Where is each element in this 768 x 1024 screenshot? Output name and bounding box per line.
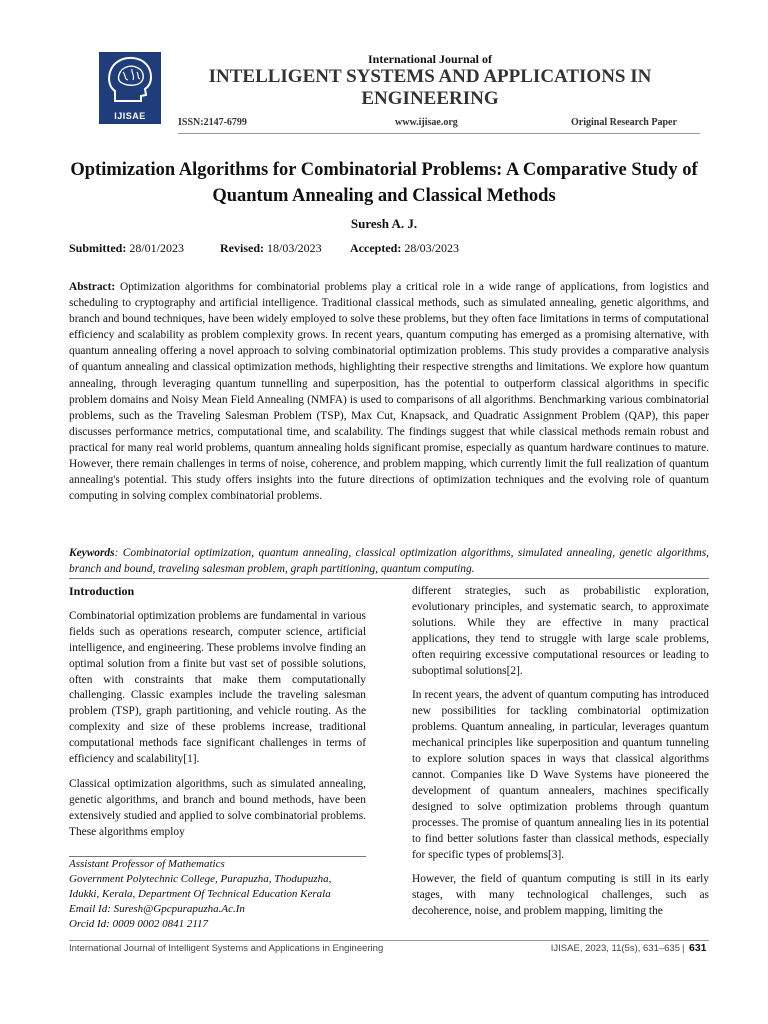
logo-text: IJISAE — [114, 111, 146, 121]
accepted-value: 28/03/2023 — [404, 241, 459, 255]
intro-paragraph-1: Combinatorial optimization problems are fundamental in various fields such as operations research, computer science, artificial intelligence, and engineering. These problems involve finding an optimal solution from a finite but vast set of possible solutions, often with constraints that make them computationally challenging. Classic examples include the traveling salesman problem (TSP), graph partitioning, and vehicle routing. As the complexity and size of these problems increase, traditional computational methods face significant challenges in terms of efficiency and scalability[1]. — [69, 609, 366, 766]
website-prefix: www. — [395, 117, 419, 128]
head-brain-icon — [105, 55, 155, 107]
keywords-label: Keywords — [69, 547, 115, 559]
accepted-date — [350, 241, 459, 256]
submitted-label: Submitted: — [69, 241, 127, 255]
intro-paragraph-2: Classical optimization algorithms, such as simulated annealing, genetic algorithms, and branch and bound methods, have been extensively studied and applied to solve combinatorial problems. These algorithms employ — [69, 777, 366, 838]
intro-paragraph-2-continued: different strategies, such as probabilistic exploration, evolutionary principles, and systematic search, to approximate solutions. While they are effective in many practical applications, they tend to struggle with large scale problems, often requiring excessive computational resources or leading to suboptimal solutions[2]. — [412, 585, 709, 677]
revised-label: Revised: — [220, 241, 264, 255]
journal-logo — [99, 52, 161, 124]
page-number: 631 — [689, 942, 707, 954]
issn: ISSN:2147-6799 — [178, 117, 247, 128]
footnote-position: Assistant Professor of Mathematics — [69, 858, 225, 870]
abstract — [69, 279, 709, 504]
revised-value: 18/03/2023 — [267, 241, 322, 255]
paper-type: Original Research Paper — [571, 117, 677, 128]
keywords-divider — [69, 578, 709, 579]
author-affiliation-footnote — [69, 857, 369, 932]
journal-name: INTELLIGENT SYSTEMS AND APPLICATIONS IN ENGINEERING — [208, 66, 652, 109]
footer-citation: IJISAE, 2023, 11(5s), 631–635 — [550, 943, 680, 954]
keywords-text: : Combinatorial optimization, quantum annealing, classical optimization algorithms, simulated annealing, genetic algorithms, branch and bound, traveling salesman problem, graph partitioning, quantum computing. — [69, 547, 709, 575]
website-domain: ijisae — [418, 117, 441, 128]
footer-divider — [69, 940, 709, 941]
abstract-label: Abstract: — [69, 281, 116, 293]
submitted-date — [69, 241, 184, 256]
footer-journal-name: International Journal of Intelligent Systems and Applications in Engineering — [69, 943, 384, 954]
abstract-text: Optimization algorithms for combinatorial problems play a critical role in a wide range of applications, from logistics and scheduling to cryptography and artificial intelligence. Traditional classical methods, such as simulated annealing, genetic algorithms, and branch and bound techniques, have been widely employed to solve these problems, but they often face limitations in terms of computational efficiency and scalability as problem complexity grows. In recent years, quantum computing has emerged as a promising alternative, with quantum annealing offering a novel approach to solving combinatorial optimization problems. This study provides a comparative analysis of quantum annealing and classical optimization methods, highlighting their respective strengths and limitations. We explore how quantum annealing, through leveraging quantum tunnelling and superposition, has the potential to outperform classical algorithms in specific problem domains and Noisy Mean Field Annealing (NMFA) is used to comparisons of all algorithms. Benchmarking various combinatorial problems, such as the Traveling Salesman Problem (TSP), Max Cut, Knapsack, and Quadratic Assignment Problem (QAP), this paper discusses performance metrics, computational time, and scalability. The findings suggest that while classical methods remain robust and practical for many real world problems, quantum annealing holds significant promise, especially as quantum hardware continues to mature. However, there remain challenges in terms of noise, coherence, and problem mapping, which currently limit the full realization of quantum annealing's potential. This study offers insights into the future directions of optimization techniques and the evolving role of quantum computing in solving complex combinatorial problems. — [69, 281, 709, 503]
paper-title: Optimization Algorithms for Combinatorial Problems: A Comparative Study of Quantum Annealing and Classical Methods — [70, 160, 698, 206]
footnote-email[interactable]: Email Id: Suresh@Gpcpurapuzha.Ac.In — [69, 903, 245, 915]
intro-paragraph-3: In recent years, the advent of quantum computing has introduced new possibilities for tackling combinatorial optimization problems. Quantum annealing, in particular, leverages quantum mechanical principles like superposition and quantum tunneling to explore solution spaces in ways that classical algorithms cannot. Companies like D Wave Systems have pioneered the development of quantum annealers, machines specifically designed to solve optimization problems through quantum processes. The promise of quantum annealing lies in its potential to find better solutions faster than classical methods, especially for specific types of problems[3]. — [412, 689, 709, 861]
website-suffix: .org — [440, 117, 458, 128]
author-name: Suresh A. J. — [350, 216, 418, 231]
section-heading-introduction: Introduction — [69, 584, 135, 598]
left-column — [69, 584, 366, 850]
footnote-institution: Government Polytechnic College, Purapuzha, Thodupuzha, — [69, 873, 332, 885]
intro-paragraph-4: However, the field of quantum computing is still in its early stages, with many technological challenges, such as decoherence, noise, and problem mapping, limiting the — [412, 873, 709, 918]
header-divider — [178, 133, 700, 134]
footer-separator: | — [682, 943, 685, 954]
accepted-label: Accepted: — [350, 241, 402, 255]
submitted-value: 28/01/2023 — [129, 241, 185, 255]
footnote-orcid: Orcid Id: 0009 0002 0841 2117 — [69, 918, 209, 930]
footnote-department: Idukki, Kerala, Department Of Technical Education Kerala — [69, 888, 331, 900]
journal-prefix: International Journal of — [367, 52, 492, 66]
journal-website[interactable] — [395, 117, 458, 128]
keywords — [69, 545, 709, 577]
revised-date — [220, 241, 322, 256]
right-column — [412, 584, 709, 929]
